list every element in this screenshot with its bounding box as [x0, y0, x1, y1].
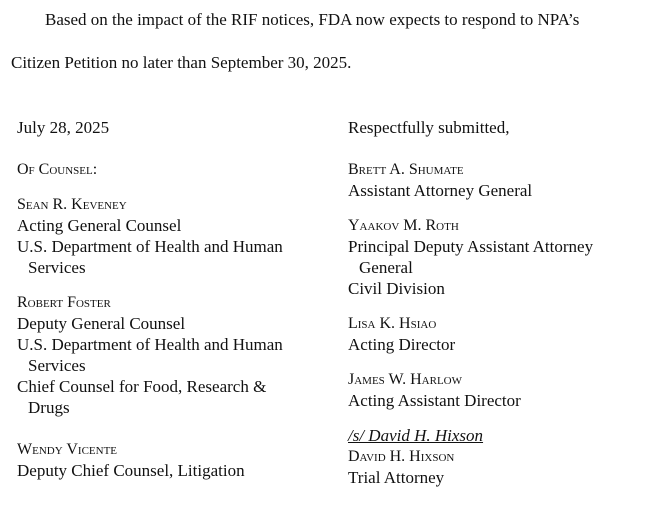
left-signature-column — [17, 117, 332, 481]
vicente-block — [17, 439, 332, 481]
foster-name: Robert Foster — [17, 294, 111, 311]
foster-title2-line-2: Drugs — [28, 398, 70, 417]
harlow-block — [348, 369, 648, 411]
hixson-title: Trial Attorney — [348, 468, 445, 487]
keveney-name: Sean R. Keveney — [17, 196, 127, 213]
shumate-name: Brett A. Shumate — [348, 161, 464, 178]
keveney-dept-line-2: Services — [28, 258, 86, 277]
hsiao-block — [348, 313, 648, 355]
harlow-title: Acting Assistant Director — [348, 391, 521, 410]
hixson-name: David H. Hixson — [348, 448, 455, 465]
roth-name: Yaakov M. Roth — [348, 217, 459, 234]
hixson-block — [348, 425, 648, 488]
foster-dept-line-2: Services — [28, 356, 86, 375]
vicente-name: Wendy Vicente — [17, 441, 118, 458]
hsiao-name: Lisa K. Hsiao — [348, 315, 437, 332]
roth-title-line-1: Principal Deputy Assistant Attorney — [348, 237, 594, 256]
shumate-title: Assistant Attorney General — [348, 181, 533, 200]
roth-block — [348, 215, 648, 299]
shumate-block — [348, 159, 648, 201]
foster-title2-line-1: Chief Counsel for Food, Research & — [17, 377, 267, 396]
vicente-title: Deputy Chief Counsel, Litigation — [17, 461, 245, 480]
keveney-dept-line-1: U.S. Department of Health and Human — [17, 237, 283, 256]
harlow-name: James W. Harlow — [348, 371, 463, 388]
date: July 28, 2025 — [17, 118, 110, 137]
paragraph-line-2: Citizen Petition no later than September 30, 2025. — [11, 53, 352, 72]
roth-division: Civil Division — [348, 279, 445, 298]
of-counsel-heading: Of Counsel: — [17, 161, 98, 178]
roth-title-line-2: General — [359, 258, 413, 277]
keveney-block — [17, 194, 332, 278]
right-signature-column — [348, 117, 648, 488]
foster-title: Deputy General Counsel — [17, 314, 186, 333]
keveney-title: Acting General Counsel — [17, 216, 182, 235]
closing: Respectfully submitted, — [348, 118, 510, 137]
paragraph-line-1: Based on the impact of the RIF notices, FDA now expects to respond to NPA’s — [45, 10, 580, 29]
foster-block — [17, 292, 332, 418]
foster-dept-line-1: U.S. Department of Health and Human — [17, 335, 283, 354]
hixson-signature: /s/ David H. Hixson — [348, 426, 484, 445]
hsiao-title: Acting Director — [348, 335, 456, 354]
